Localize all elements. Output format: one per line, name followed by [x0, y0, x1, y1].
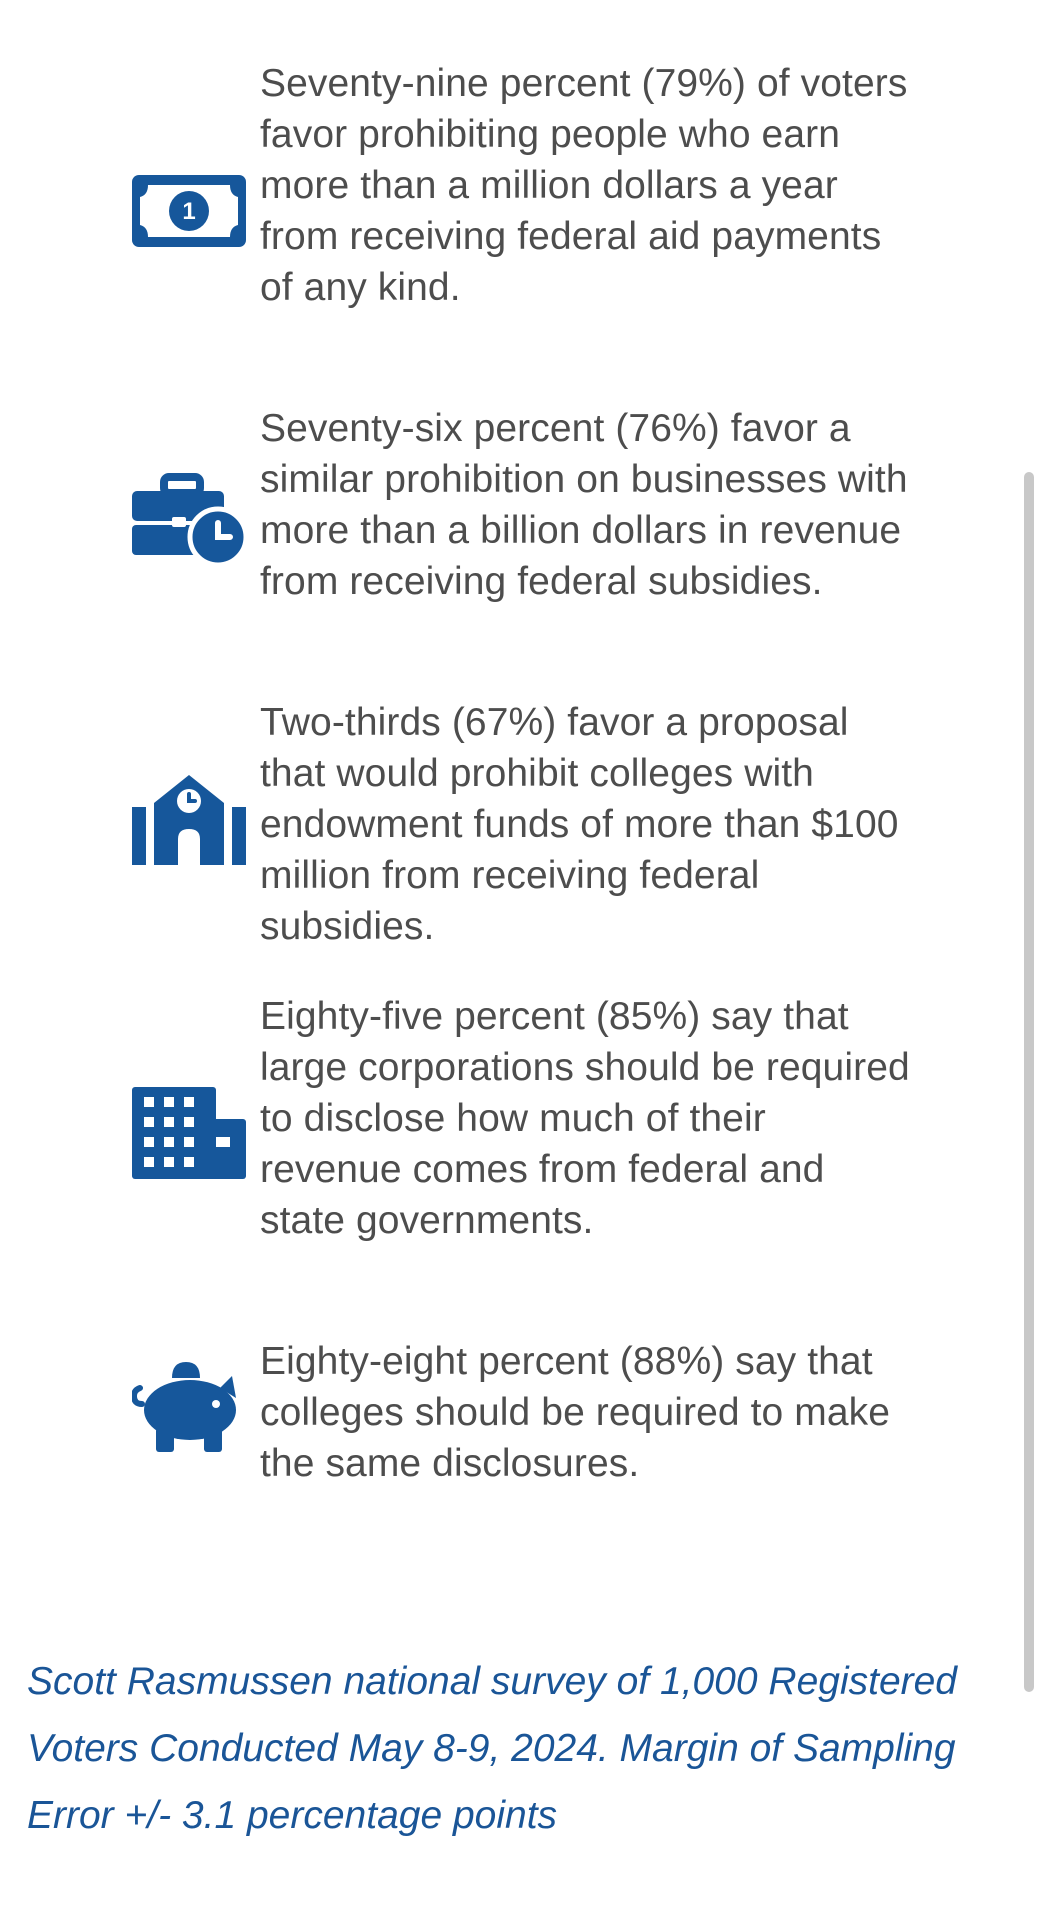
piggy-bank-icon — [132, 1358, 246, 1454]
survey-source-note: Scott Rasmussen national survey of 1,000 Registered Voters Conducted May 8-9, 2024. Margin of Sampling Error +/- 3.1 percentage points — [27, 1660, 958, 1837]
finding-text: Eighty-five percent (85%) say that large corporations should be required to disclose how much of their revenue comes from federal and state governments. — [260, 995, 910, 1242]
school-icon — [132, 769, 246, 865]
svg-text:1: 1 — [182, 198, 196, 225]
finding-item-millionaires — [0, 58, 1000, 358]
finding-text: Seventy-nine percent (79%) of voters favor prohibiting people who earn more than a million dollars a year from receiving federal aid payments of any kind. — [260, 62, 908, 309]
business-time-icon — [132, 473, 246, 569]
finding-item-businesses — [0, 403, 1000, 653]
money-bill-icon — [132, 166, 246, 256]
building-icon — [132, 1087, 246, 1183]
finding-text: Seventy-six percent (76%) favor a similar prohibition on businesses with more than a billion dollars in revenue from receiving federal subsidies. — [260, 407, 908, 603]
scrollbar[interactable] — [1024, 472, 1034, 1692]
finding-text: Two-thirds (67%) favor a proposal that would prohibit colleges with endowment funds of more than $100 million from receiving federal subsidies. — [260, 701, 899, 948]
finding-item-disclosures — [0, 1336, 1000, 1496]
finding-item-corporations — [0, 991, 1000, 1291]
finding-item-colleges — [0, 697, 1000, 947]
finding-text: Eighty-eight percent (88%) say that colleges should be required to make the same disclosures. — [260, 1340, 891, 1485]
